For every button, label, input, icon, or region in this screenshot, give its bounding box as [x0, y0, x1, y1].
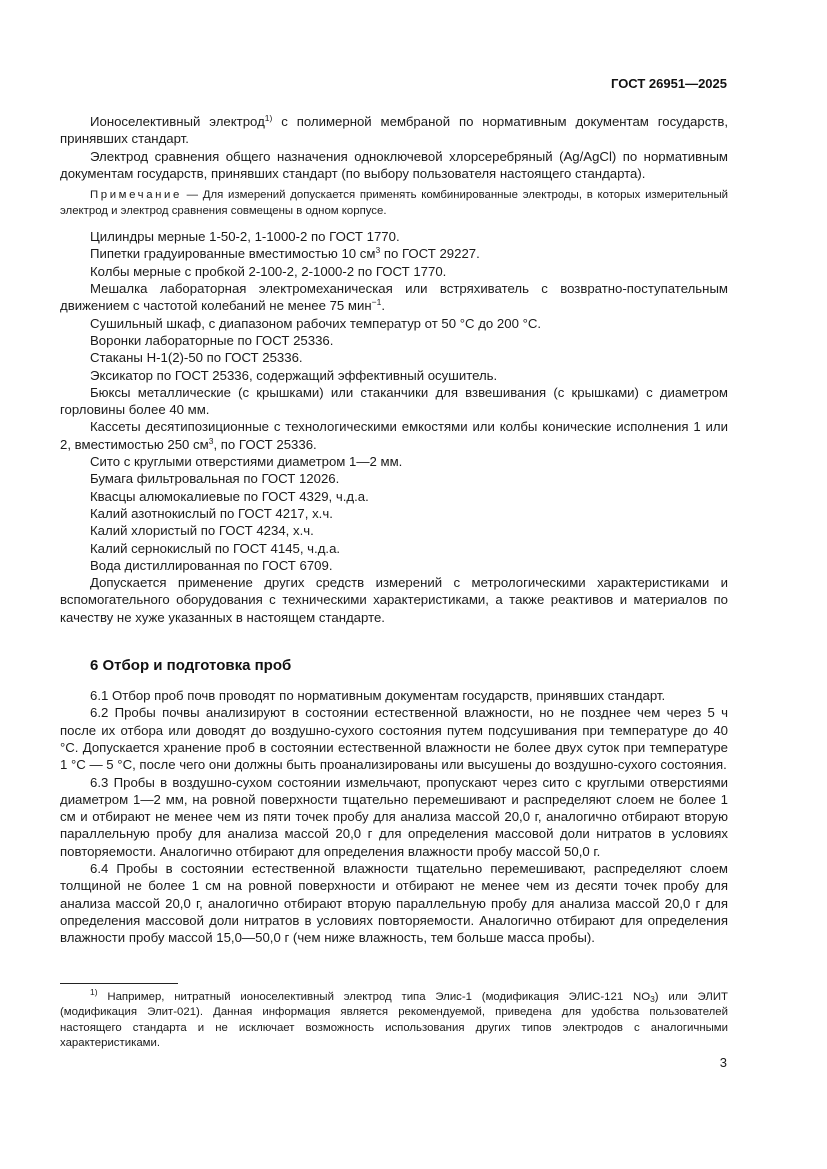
paragraph-potassium-nitrate: Калий азотнокислый по ГОСТ 4217, х.ч.: [90, 505, 333, 521]
superscript: 3: [375, 245, 381, 256]
text-span: Мешалка лабораторная электромеханическая или встряхиватель с возвратно-поступательным движением с частотой колебаний не менее 75 мин: [60, 281, 728, 314]
paragraph-reference-electrode: Электрод сравнения общего назначения одноключевой хлорсеребряный (Ag/AgCl) по нормативным документам государств, принявших стандарт (по выбору пользователя настоящего стандарта).: [60, 148, 728, 181]
superscript: 3: [208, 435, 214, 446]
paragraph-potassium-chloride: Калий хлористый по ГОСТ 4234, х.ч.: [90, 523, 314, 539]
page-number: 3: [719, 1055, 727, 1070]
text-span: Например, нитратный ионоселективный электрод типа Элис-1 (модификация ЭЛИС-121 NO: [97, 991, 651, 1003]
footnote-reference: 1): [264, 113, 273, 123]
paragraph-alum: Квасцы алюмокалиевые по ГОСТ 4329, ч.д.а.: [90, 488, 369, 504]
section-6-heading: 6 Отбор и подготовка проб: [90, 657, 292, 675]
paragraph-6-4: 6.4 Пробы в состоянии естественной влажности тщательно перемешивают, распределяют слоем толщиной не более 1 см на ровной поверхности и отбирают не менее чем из десяти точек пробу для анализа массой 20,0 г, аналогично отбирают вторую параллельную пробу для анализа массой 20,0 г для определения массовой доли нитратов в условиях повторяемости. Аналогично отбирают для определения влажности пробу массой 15,0—50,0 г (чем ниже влажность, тем больше масса пробы).: [60, 860, 728, 946]
text-span: ) или ЭЛИТ (модификация Элит-021). Данная информация является рекомендуемой, приведена для удобства пользователей настоящего стандарта и не исключает возможность использования других типов электродов с аналогичными характеристиками.: [60, 991, 728, 1050]
standard-code-header: ГОСТ 26951—2025: [611, 76, 727, 91]
paragraph-6-1: 6.1 Отбор проб почв проводят по нормативным документам государств, принявших стандарт.: [90, 688, 666, 704]
text-span: Пипетки градуированные вместимостью 10 см: [90, 246, 376, 262]
paragraph-ion-selective-electrode: [60, 113, 728, 148]
paragraph-beakers: Стаканы Н-1(2)-50 по ГОСТ 25336.: [90, 350, 303, 366]
paragraph-shaker: [60, 280, 728, 315]
paragraph-cassettes: [60, 418, 728, 453]
footnote-text: [60, 987, 728, 1052]
paragraph-6-3: 6.3 Пробы в воздушно-сухом состоянии измельчают, пропускают через сито с круглыми отверстиями диаметром 1—2 мм, на ровной поверхности тщательно перемешивают и распределяют слоем не более 1 см и отбирают не менее чем из пяти точек пробу для анализа массой 20,0 г, аналогично отбирают вторую параллельную пробу для анализа массой 20,0 г для определения массовой доли нитратов в условиях повторяемости. Аналогично отбирают для определения влажности пробу массой 50,0 г.: [60, 774, 728, 859]
paragraph-flasks: Колбы мерные с пробкой 2-100-2, 2-1000-2 по ГОСТ 1770.: [90, 263, 447, 279]
superscript: −1: [371, 297, 382, 308]
paragraph-alternatives-allowed: Допускается применение других средств измерений с метрологическими характеристиками и вспомогательного оборудования с техническими характеристиками, а также реактивов и материалов по качеству не хуже указанных в настоящем стандарте.: [60, 575, 728, 625]
subscript: 3: [650, 994, 655, 1004]
text-span: с полимерной мембраной по нормативным документам государств, принявших стандарт.: [60, 114, 728, 147]
main-content: [60, 113, 728, 946]
paragraph-distilled-water: Вода дистиллированная по ГОСТ 6709.: [90, 557, 333, 573]
paragraph-oven: Сушильный шкаф, с диапазоном рабочих температур от 50 °С до 200 °С.: [90, 315, 542, 331]
paragraph-weighing-boxes: Бюксы металлические (с крышками) или стаканчики для взвешивания (с крышками) с диаметром горловины более 40 мм.: [60, 384, 728, 418]
paragraph-funnels: Воронки лабораторные по ГОСТ 25336.: [90, 332, 334, 348]
paragraph-potassium-sulfate: Калий сернокислый по ГОСТ 4145, ч.д.а.: [90, 540, 341, 556]
text-span: .: [381, 298, 386, 314]
text-span: Кассеты десятипозиционные с технологическими емкостями или колбы конические исполнения 1 или 2, вместимостью 250 см: [60, 419, 728, 452]
text-span: Ионоселективный электрод: [90, 114, 265, 129]
footnote-marker: 1): [90, 987, 98, 997]
note-text: — Для измерений допускается применять комбинированные электроды, в которых измерительный электрод и электрод сравнения совмещены в одном корпусе.: [60, 189, 728, 217]
paragraph-sieve: Сито с круглыми отверстиями диаметром 1—2 мм.: [90, 454, 403, 470]
text-span: по ГОСТ 29227.: [380, 246, 480, 262]
note: [60, 188, 728, 219]
text-span: , по ГОСТ 25336.: [213, 436, 317, 452]
paragraph-desiccator: Эксикатор по ГОСТ 25336, содержащий эффективный осушитель.: [90, 367, 498, 383]
footnote: [60, 987, 728, 1052]
paragraph-cylinders: Цилиндры мерные 1-50-2, 1-1000-2 по ГОСТ 1770.: [90, 229, 400, 245]
footnote-divider: [60, 983, 178, 984]
paragraph-pipettes: [60, 245, 728, 262]
paragraph-filter-paper: Бумага фильтровальная по ГОСТ 12026.: [90, 471, 340, 487]
paragraph-6-2: 6.2 Пробы почвы анализируют в состоянии естественной влажности, но не позднее чем через 5 ч после их отбора или доводят до воздушно-сухого состояния путем подсушивания при температуре до 40 °С. Допускается хранение проб в состоянии естественной влажности не более двух суток при температуре 1 °С — 5 °С, после чего они должны быть проанализированы или высушены до воздушно-сухого состояния.: [60, 705, 728, 773]
note-label: Примечание: [90, 189, 182, 202]
